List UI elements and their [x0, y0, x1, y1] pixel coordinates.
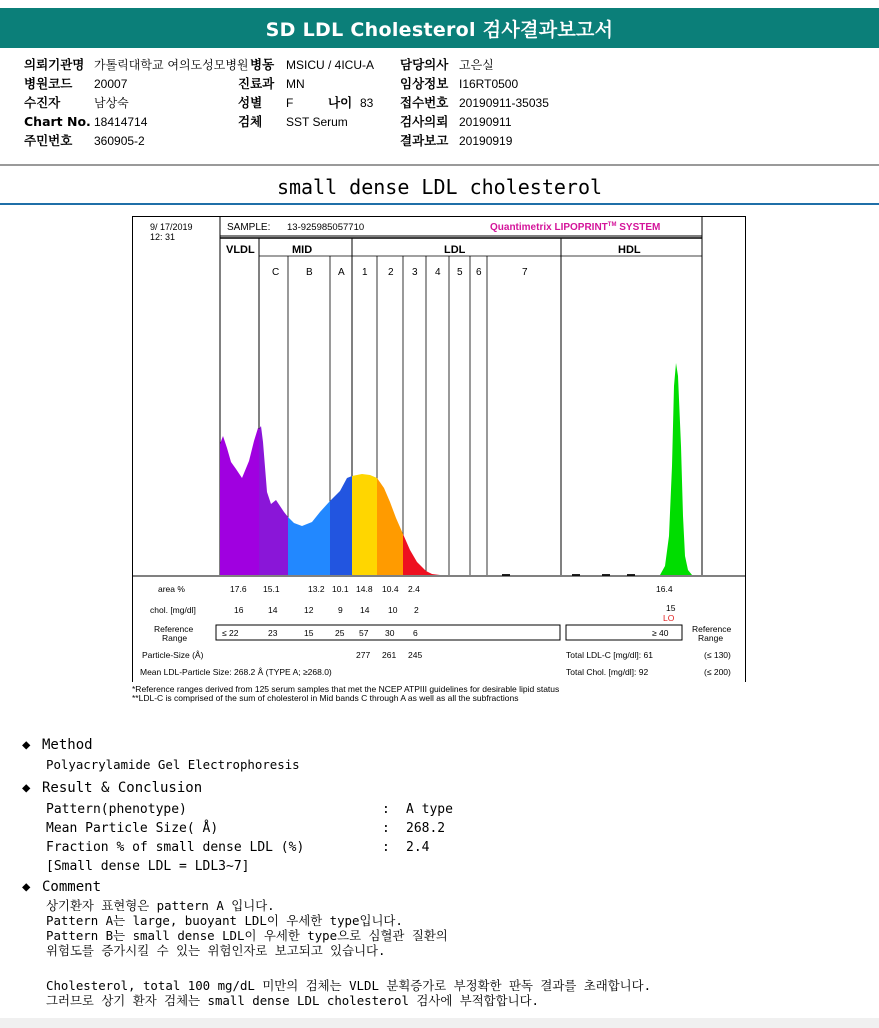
section-title-text: small dense LDL cholesterol — [276, 174, 603, 199]
result-value: 2.4 — [406, 840, 430, 855]
info-value: 20190919 — [459, 134, 513, 148]
chol-value: 16 — [234, 605, 244, 615]
mean-ldl-size: Mean LDL-Particle Size: 268.2 Å (TYPE A; ≥268.0) — [140, 667, 332, 677]
info-value: 18414714 — [94, 115, 148, 129]
group-vldl: VLDL — [226, 244, 255, 256]
info-label: Chart No. — [24, 114, 91, 129]
comment-line: Pattern A는 large, buoyant LDL이 우세한 type입니다. — [46, 913, 403, 928]
row-label-ref: Range — [162, 633, 188, 643]
result-sep: : — [382, 802, 390, 817]
info-value: MN — [286, 77, 305, 91]
comment-line: Cholesterol, total 100 mg/dL 미만의 검체는 VLDL 분획증가로 부정확한 판독 결과를 초래합니다. — [46, 978, 652, 993]
footnote: **LDL-C is comprised of the sum of cholesterol in Mid bands C through A as well as all the subfractions — [132, 693, 519, 703]
info-value-age: 83 — [360, 96, 374, 110]
area-value: 10.4 — [382, 584, 399, 594]
area-value: 13.2 — [308, 584, 325, 594]
chol-value: 9 — [338, 605, 343, 615]
result-label: Mean Particle Size( Å) — [46, 821, 219, 836]
result-value: 268.2 — [406, 821, 446, 836]
band-label: A — [338, 267, 345, 278]
report-title-bar — [0, 8, 879, 48]
info-value: 20190911-35035 — [459, 96, 549, 110]
section-title — [0, 170, 879, 205]
sample-id: 13-925985057710 — [287, 222, 365, 233]
info-value: SST Serum — [286, 115, 348, 129]
comment-line: 위험도를 증가시킬 수 있는 위험인자로 보고되고 있습니다. — [46, 943, 386, 958]
comment-heading — [22, 879, 101, 895]
method-title: Method — [42, 737, 93, 753]
area-value: 16.4 — [656, 584, 673, 594]
footnote: *Reference ranges derived from 125 serum samples that met the NCEP ATPIII guidelines for desirable lipid status — [132, 684, 560, 694]
band-label: 7 — [522, 267, 528, 278]
row-label-area: area % — [158, 584, 185, 594]
ref-value: 25 — [335, 628, 345, 638]
info-value: MSICU / 4ICU-A — [286, 58, 375, 72]
lipoprint-report — [132, 216, 746, 682]
info-label: 의뢰기관명 — [24, 57, 85, 72]
band-label: 6 — [476, 267, 482, 278]
band-label: 4 — [435, 267, 441, 278]
info-label: 결과보고 — [400, 133, 449, 148]
ref-label-right: Reference — [692, 624, 732, 634]
report-title: SD LDL Cholesterol 검사결과보고서 — [265, 18, 614, 41]
ref-value: 6 — [413, 628, 418, 638]
comment-title: Comment — [42, 879, 102, 895]
area-value: 15.1 — [263, 584, 280, 594]
band-label: C — [272, 267, 280, 278]
result-note: [Small dense LDL = LDL3~7] — [46, 859, 250, 874]
band-label: 3 — [412, 267, 418, 278]
info-label: 담당의사 — [400, 57, 449, 72]
particle-size-value: 261 — [382, 650, 397, 660]
chol-flag-lo: LO — [663, 613, 675, 623]
ref-label-right: Range — [698, 633, 724, 643]
info-label-age: 나이 — [328, 95, 353, 110]
particle-size-value: 277 — [356, 650, 371, 660]
info-label: 병원코드 — [24, 76, 73, 91]
row-label-chol: chol. [mg/dl] — [150, 605, 196, 615]
row-label-ref: Reference — [154, 624, 194, 634]
total-chol-ref: (≤ 200) — [704, 667, 731, 677]
chol-value: 15 — [666, 603, 676, 613]
result-sep: : — [382, 840, 390, 855]
row-label-particle-size: Particle-Size (Å) — [142, 650, 204, 660]
band-label: 1 — [362, 267, 368, 278]
area-value: 10.1 — [332, 584, 349, 594]
ref-value: 57 — [359, 628, 369, 638]
result-sep: : — [382, 821, 390, 836]
curve-ldl-1 — [352, 474, 377, 575]
ref-value: ≥ 40 — [652, 628, 669, 638]
particle-size-value: 245 — [408, 650, 423, 660]
diamond-bullet-icon: ◆ — [22, 780, 31, 796]
chol-value: 14 — [268, 605, 278, 615]
method-heading — [22, 737, 93, 753]
ref-value: 23 — [268, 628, 278, 638]
area-value: 14.8 — [356, 584, 373, 594]
method-text: Polyacrylamide Gel Electrophoresis — [46, 757, 300, 772]
ref-value: ≤ 22 — [222, 628, 239, 638]
info-label: 병동 — [250, 57, 275, 72]
result-value: A type — [406, 802, 453, 817]
ref-value: 30 — [385, 628, 395, 638]
comment-line: Pattern B는 small dense LDL이 우세한 type으로 심혈관 질환의 — [46, 928, 448, 943]
chol-value: 14 — [360, 605, 370, 615]
result-label: Pattern(phenotype) — [46, 802, 187, 817]
diamond-bullet-icon: ◆ — [22, 737, 31, 753]
info-value: 가톨릭대학교 여의도성모병원 — [94, 58, 249, 72]
result-label: Fraction % of small dense LDL (%) — [46, 840, 305, 855]
total-ldl-ref: (≤ 130) — [704, 650, 731, 660]
result-heading — [22, 780, 202, 796]
sample-label: SAMPLE: — [227, 222, 271, 233]
comment-line: 그러므로 상기 환자 검체는 small dense LDL cholesterol 검사에 부적합합니다. — [46, 993, 540, 1008]
info-value: 남상숙 — [94, 96, 129, 110]
patient-info-block — [0, 52, 879, 166]
band-label: B — [306, 267, 313, 278]
total-chol: Total Chol. [mg/dl]: 92 — [566, 667, 649, 677]
group-ldl: LDL — [444, 244, 466, 256]
info-value: 20007 — [94, 77, 128, 91]
group-hdl: HDL — [618, 244, 641, 256]
info-label: 진료과 — [238, 76, 275, 91]
area-value: 2.4 — [408, 584, 420, 594]
area-value: 17.6 — [230, 584, 247, 594]
band-label: 2 — [388, 267, 394, 278]
brand-name: Quantimetrix LIPOPRINT™ SYSTEM — [490, 222, 661, 233]
report-date: 9/ 17/2019 — [150, 222, 193, 232]
info-label: 임상정보 — [400, 76, 449, 91]
info-value: F — [286, 96, 294, 110]
band-label: 5 — [457, 267, 463, 278]
info-value: 고은실 — [459, 58, 494, 72]
chol-value: 10 — [388, 605, 398, 615]
info-label: 접수번호 — [400, 95, 449, 110]
report-time: 12: 31 — [150, 232, 176, 242]
info-label: 성별 — [238, 95, 263, 110]
group-mid: MID — [292, 244, 313, 256]
info-label: 검사의뢰 — [400, 114, 449, 129]
result-title: Result & Conclusion — [42, 780, 203, 796]
info-label: 수진자 — [24, 95, 61, 110]
comment-line: 상기환자 표현형은 pattern A 입니다. — [46, 898, 275, 913]
diamond-bullet-icon: ◆ — [22, 879, 31, 895]
ref-value: 15 — [304, 628, 314, 638]
info-value: 360905-2 — [94, 134, 145, 148]
info-label: 검체 — [238, 114, 263, 129]
info-value: I16RT0500 — [459, 77, 519, 91]
total-ldl: Total LDL-C [mg/dl]: 61 — [566, 650, 653, 660]
info-value: 20190911 — [459, 115, 512, 129]
chol-value: 2 — [414, 605, 419, 615]
chol-value: 12 — [304, 605, 314, 615]
info-label: 주민번호 — [24, 133, 73, 148]
